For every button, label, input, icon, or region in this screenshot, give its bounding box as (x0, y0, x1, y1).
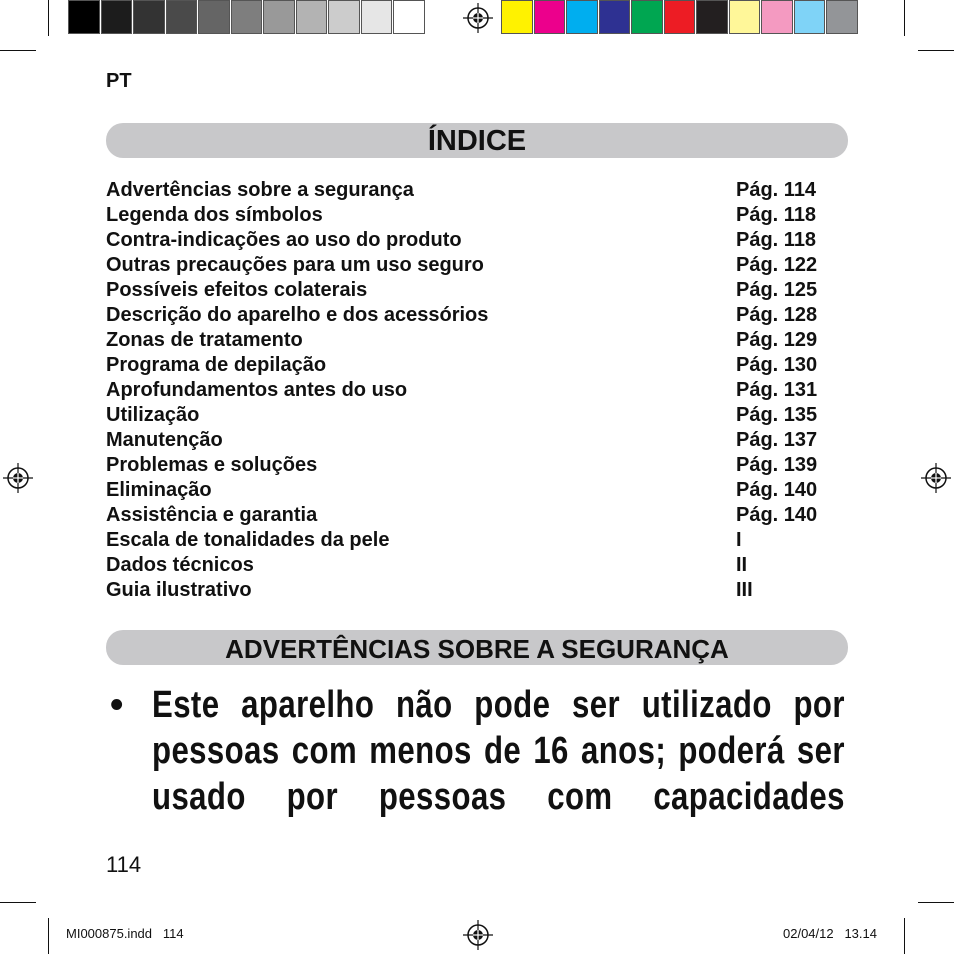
toc-entry-label: Zonas de tratamento (106, 329, 303, 351)
toc-entry (106, 528, 826, 553)
toc-entry (106, 328, 826, 353)
toc-entry-page: Pág. 125 (736, 279, 818, 301)
toc-entry-page: Pág. 130 (736, 354, 818, 376)
toc-entry (106, 503, 826, 528)
crop-mark (904, 0, 905, 36)
toc-entry-label: Guia ilustrativo (106, 579, 252, 601)
safety-heading: ADVERTÊNCIAS SOBRE A SEGURANÇA (106, 630, 848, 665)
registration-mark-icon (463, 3, 493, 33)
toc-entry-label: Contra-indicações ao uso do produto (106, 229, 462, 251)
grayscale-swatch (68, 0, 100, 34)
toc-entry-label: Aprofundamentos antes do uso (106, 379, 408, 401)
toc-entry-label: Manutenção (106, 429, 223, 451)
safety-warning-item (106, 682, 848, 820)
process-swatch (696, 0, 728, 34)
toc-entry-page: Pág. 118 (736, 204, 817, 226)
toc-entry (106, 303, 826, 328)
toc-entry-label: Legenda dos símbolos (106, 204, 323, 226)
crop-mark (918, 902, 954, 903)
toc-entry (106, 403, 826, 428)
toc-entry-page: Pág. 137 (736, 429, 818, 451)
toc-entry-page: Pág. 135 (736, 404, 818, 426)
toc-entry-label: Assistência e garantia (106, 504, 318, 526)
toc-entry (106, 253, 826, 278)
table-of-contents (106, 178, 826, 603)
toc-entry (106, 353, 826, 378)
page-number: 114 (106, 852, 142, 877)
toc-entry (106, 378, 826, 403)
language-code: PT (106, 70, 132, 92)
toc-entry-page: Pág. 129 (736, 329, 818, 351)
process-swatch (761, 0, 793, 34)
crop-mark (918, 50, 954, 51)
toc-entry (106, 203, 826, 228)
toc-entry-label: Problemas e soluções (106, 454, 318, 476)
grayscale-swatch (263, 0, 295, 34)
grayscale-swatch (361, 0, 393, 34)
process-swatch (826, 0, 858, 34)
toc-entry (106, 278, 826, 303)
toc-entry-label: Eliminação (106, 479, 212, 501)
process-color-bar (501, 0, 859, 36)
process-swatch (664, 0, 696, 34)
toc-entry-page: II (736, 554, 748, 576)
toc-entry-page: Pág. 131 (736, 379, 818, 401)
safety-warning-text: Este aparelho não pode ser utilizado por pessoas com menos de 16 anos; poderá ser usado por pessoas com capacidades (152, 684, 845, 818)
process-swatch (534, 0, 566, 34)
toc-entry-page: I (736, 529, 742, 551)
registration-mark-icon (463, 920, 493, 950)
grayscale-swatch (296, 0, 328, 34)
toc-entry-page: Pág. 114 (736, 179, 817, 201)
process-swatch (729, 0, 761, 34)
process-swatch (599, 0, 631, 34)
toc-entry-page: Pág. 128 (736, 304, 818, 326)
toc-entry-label: Advertências sobre a segurança (106, 179, 414, 201)
toc-entry-page: Pág. 139 (736, 454, 818, 476)
registration-mark-icon (921, 463, 951, 493)
grayscale-swatch (393, 0, 425, 34)
grayscale-swatch (166, 0, 198, 34)
toc-entry-page: Pág. 140 (736, 504, 818, 526)
crop-mark (48, 918, 49, 954)
toc-entry-page: Pág. 118 (736, 229, 817, 251)
toc-entry-label: Programa de depilação (106, 354, 327, 376)
footer-filename: MI000875.indd 114 (66, 926, 184, 941)
grayscale-swatch (328, 0, 360, 34)
process-swatch (794, 0, 826, 34)
toc-entry-label: Dados técnicos (106, 554, 254, 576)
toc-entry (106, 178, 826, 203)
process-swatch (566, 0, 598, 34)
toc-entry-label: Descrição do aparelho e dos acessórios (106, 304, 489, 326)
toc-entry-page: Pág. 140 (736, 479, 818, 501)
toc-entry (106, 478, 826, 503)
grayscale-swatch (101, 0, 133, 34)
crop-mark (48, 0, 49, 36)
toc-entry (106, 228, 826, 253)
crop-mark (0, 50, 36, 51)
process-swatch (501, 0, 533, 34)
grayscale-color-bar (68, 0, 426, 36)
bullet-icon: • (110, 684, 124, 726)
grayscale-swatch (198, 0, 230, 34)
toc-entry-label: Utilização (106, 404, 200, 426)
footer-datetime: 02/04/12 13.14 (783, 926, 877, 941)
toc-entry-label: Possíveis efeitos colaterais (106, 279, 368, 301)
crop-mark (0, 902, 36, 903)
toc-entry (106, 453, 826, 478)
crop-mark (904, 918, 905, 954)
registration-mark-icon (3, 463, 33, 493)
toc-entry (106, 428, 826, 453)
index-heading: ÍNDICE (106, 123, 848, 158)
grayscale-swatch (133, 0, 165, 34)
toc-entry-label: Outras precauções para um uso seguro (106, 254, 484, 276)
toc-entry (106, 578, 826, 603)
grayscale-swatch (231, 0, 263, 34)
toc-entry (106, 553, 826, 578)
toc-entry-page: III (736, 579, 753, 601)
toc-entry-label: Escala de tonalidades da pele (106, 529, 390, 551)
toc-entry-page: Pág. 122 (736, 254, 818, 276)
process-swatch (631, 0, 663, 34)
